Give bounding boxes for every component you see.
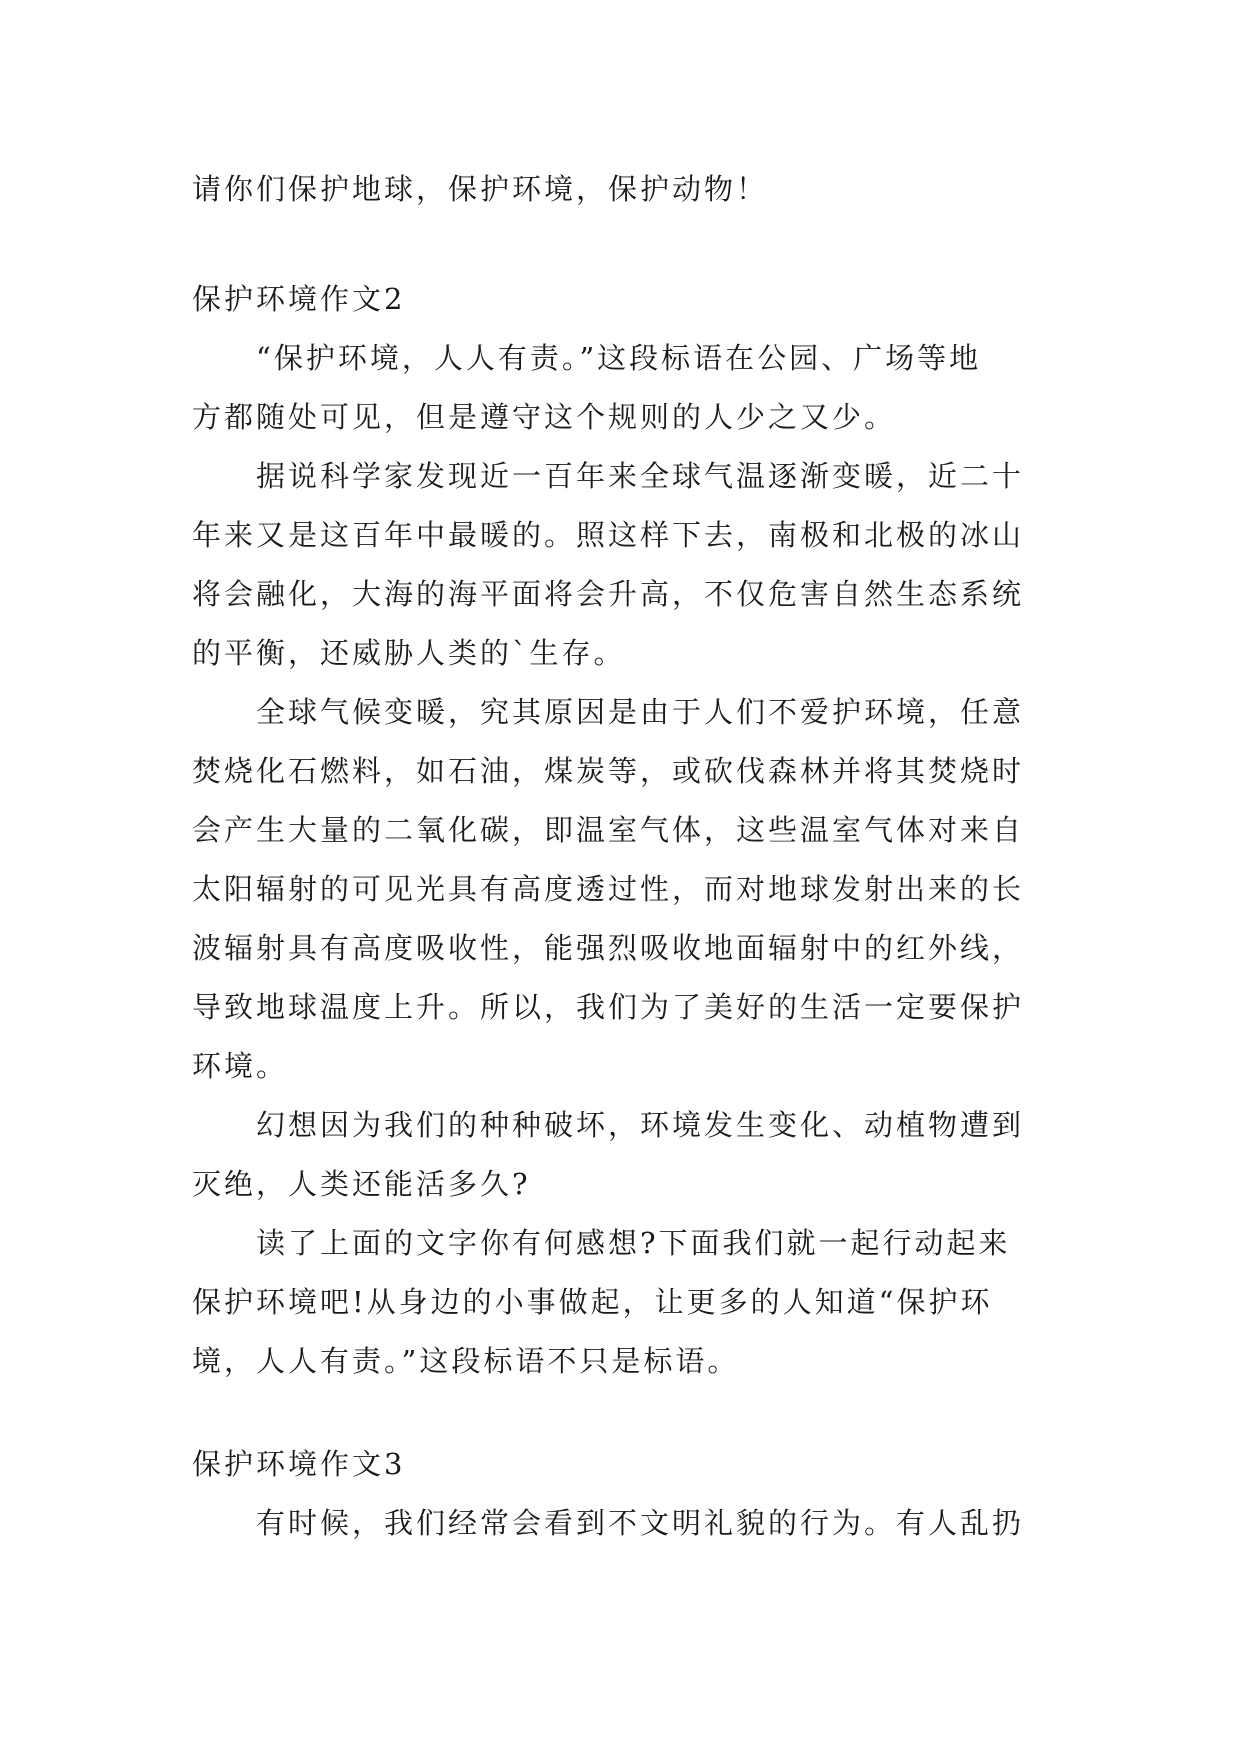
- text-line: 波辐射具有高度吸收性，能强烈吸收地面辐射中的红外线，: [192, 931, 1025, 965]
- text-line: 将会融化，大海的海平面将会升高，不仅危害自然生态系统: [192, 577, 1025, 611]
- text-line: 有时候，我们经常会看到不文明礼貌的行为。有人乱扔: [256, 1506, 1025, 1540]
- text-line: 的平衡，还威胁人类的`生存。: [192, 636, 626, 670]
- essay-3-title: 保护环境作文3: [192, 1447, 406, 1481]
- text-line: 灭绝，人类还能活多久?: [192, 1167, 531, 1201]
- text-line: 导致地球温度上升。所以，我们为了美好的生活一定要保护: [192, 990, 1025, 1024]
- essay-2-title: 保护环境作文2: [192, 282, 406, 316]
- text-line: “保护环境，人人有责。”这段标语在公园、广场等地: [256, 341, 982, 375]
- text-line: 读了上面的文字你有何感想?下面我们就一起行动起来: [256, 1226, 1011, 1260]
- text-line: 境，人人有责。”这段标语不只是标语。: [192, 1344, 740, 1378]
- text-line: 请你们保护地球，保护环境，保护动物！: [192, 172, 769, 206]
- text-line: 太阳辐射的可见光具有高度透过性，而对地球发射出来的长: [192, 872, 1025, 906]
- text-line: 环境。: [192, 1049, 289, 1083]
- text-line: 全球气候变暖，究其原因是由于人们不爱护环境，任意: [256, 695, 1025, 729]
- intro-paragraph: [192, 160, 1052, 219]
- essay-2-body: [192, 329, 1052, 1391]
- text-line: 焚烧化石燃料，如石油，煤炭等，或砍伐森林并将其焚烧时: [192, 754, 1025, 788]
- text-line: 幻想因为我们的种种破坏，环境发生变化、动植物遭到: [256, 1108, 1025, 1142]
- text-line: 据说科学家发现近一百年来全球气温逐渐变暖，近二十: [256, 459, 1025, 493]
- text-line: 年来又是这百年中最暖的。照这样下去，南极和北极的冰山: [192, 518, 1025, 552]
- essay-3-body: [192, 1494, 1052, 1553]
- text-line: 方都随处可见，但是遵守这个规则的人少之又少。: [192, 400, 897, 434]
- text-line: 保护环境吧!从身边的小事做起，让更多的人知道“保护环: [192, 1285, 993, 1319]
- text-line: 会产生大量的二氧化碳，即温室气体，这些温室气体对来自: [192, 813, 1025, 847]
